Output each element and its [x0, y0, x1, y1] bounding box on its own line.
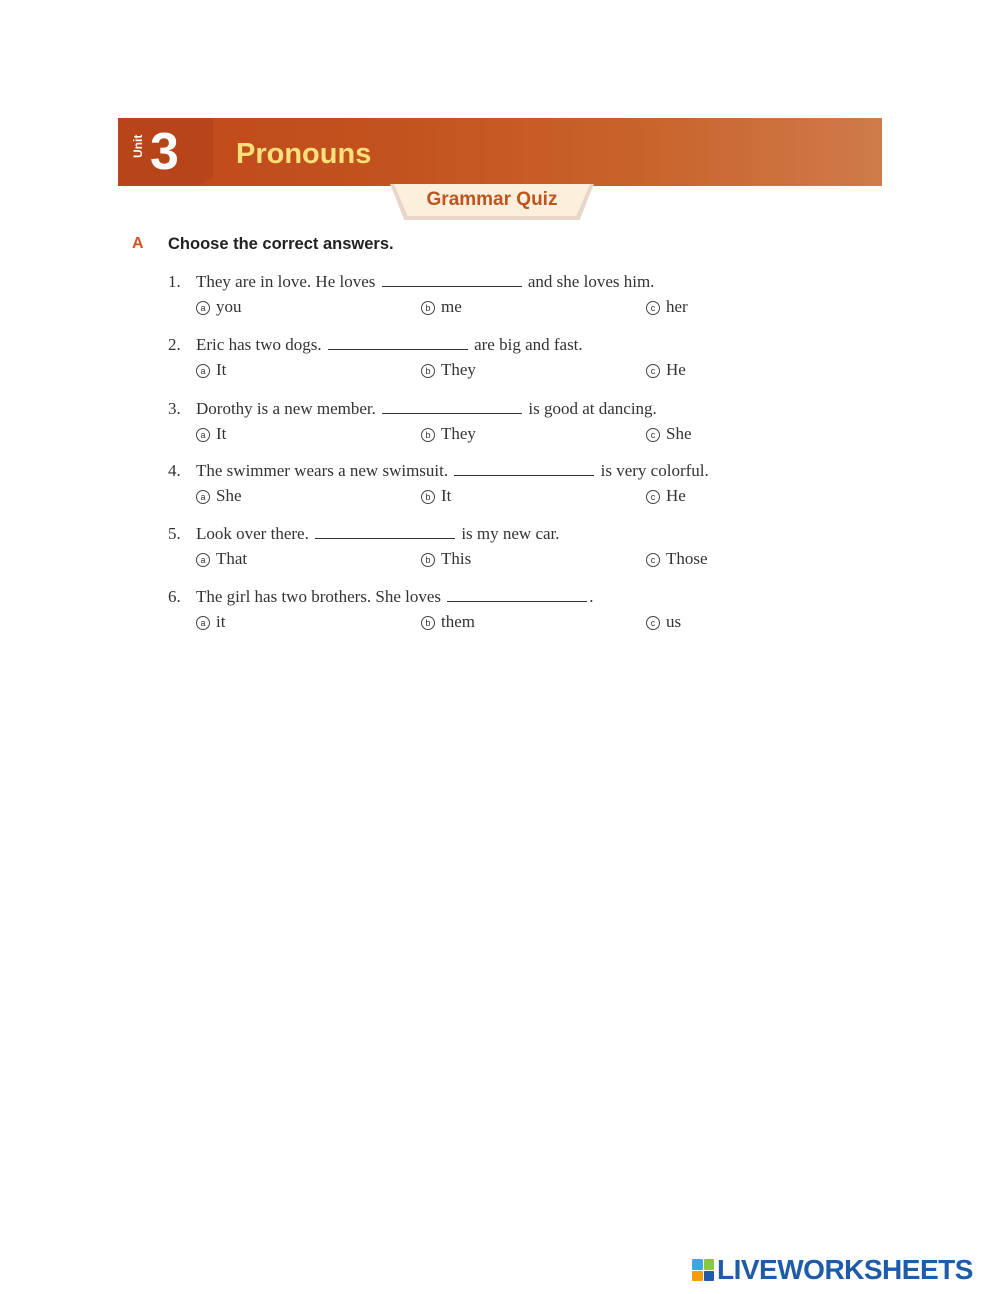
option-text: Those	[666, 549, 708, 568]
quiz-label: Grammar Quiz	[426, 189, 558, 210]
question-item	[168, 459, 808, 508]
option-letter-badge: c	[646, 364, 660, 378]
question-number: 1.	[168, 272, 181, 291]
answer-option[interactable]	[421, 358, 476, 382]
answer-blank[interactable]	[447, 585, 587, 602]
question-number: 5.	[168, 524, 181, 543]
answer-blank[interactable]	[382, 397, 522, 414]
answer-option[interactable]	[646, 422, 692, 446]
answer-option[interactable]	[421, 484, 451, 508]
option-row	[168, 358, 808, 382]
answer-option[interactable]	[196, 422, 226, 446]
question-number: 4.	[168, 461, 181, 480]
question-text-after: are big and fast.	[474, 335, 583, 354]
answer-option[interactable]	[196, 484, 242, 508]
answer-option[interactable]	[421, 422, 476, 446]
question-text-after: .	[589, 587, 594, 606]
answer-option[interactable]	[421, 295, 462, 319]
option-letter-badge: a	[196, 553, 210, 567]
question-item	[168, 522, 808, 571]
option-text: her	[666, 297, 688, 316]
question-item	[168, 397, 808, 446]
question-text-before: They are in love. He loves	[196, 272, 376, 291]
logo-square-icon	[704, 1271, 715, 1282]
option-letter-badge: c	[646, 490, 660, 504]
option-text: It	[216, 424, 227, 443]
question-number: 3.	[168, 399, 181, 418]
question-text	[168, 459, 808, 483]
question-text-after: is my new car.	[461, 524, 560, 543]
option-text: it	[216, 612, 226, 631]
unit-title: Pronouns	[236, 138, 372, 170]
question-text	[168, 397, 808, 421]
option-letter-badge: b	[421, 364, 435, 378]
answer-option[interactable]	[196, 295, 242, 319]
question-text	[168, 585, 808, 609]
option-text: She	[216, 486, 242, 505]
option-letter-badge: a	[196, 616, 210, 630]
unit-number: 3	[150, 123, 179, 181]
question-item	[168, 333, 808, 382]
answer-option[interactable]	[646, 358, 686, 382]
question-text-after: is very colorful.	[600, 461, 709, 480]
answer-blank[interactable]	[382, 270, 522, 287]
question-text	[168, 270, 808, 294]
option-text: They	[441, 424, 476, 443]
answer-option[interactable]	[196, 610, 225, 634]
option-letter-badge: a	[196, 364, 210, 378]
option-text: me	[441, 297, 462, 316]
logo-square-icon	[692, 1259, 703, 1270]
answer-option[interactable]	[646, 295, 688, 319]
option-text: This	[441, 549, 472, 568]
section-instruction: Choose the correct answers.	[168, 235, 394, 253]
answer-blank[interactable]	[454, 459, 594, 476]
option-letter-badge: b	[421, 301, 435, 315]
option-row	[168, 484, 808, 508]
option-letter-badge: a	[196, 301, 210, 315]
answer-option[interactable]	[646, 484, 686, 508]
logo-text: LIVEWORKSHEETS	[717, 1254, 973, 1285]
unit-label: Unit	[131, 134, 145, 158]
question-text-before: Dorothy is a new member.	[196, 399, 376, 418]
answer-blank[interactable]	[315, 522, 455, 539]
question-text	[168, 333, 808, 357]
option-letter-badge: a	[196, 490, 210, 504]
logo-square-icon	[692, 1271, 703, 1282]
option-text: They	[441, 360, 476, 379]
answer-option[interactable]	[421, 610, 475, 634]
option-text: He	[666, 486, 686, 505]
section-letter: A	[132, 235, 144, 252]
question-item	[168, 270, 808, 319]
option-text: It	[441, 486, 452, 505]
answer-option[interactable]	[421, 547, 471, 571]
question-number: 6.	[168, 587, 181, 606]
logo-grid-icon	[692, 1259, 714, 1281]
question-text-before: The girl has two brothers. She loves	[196, 587, 442, 606]
question-text-before: Look over there.	[196, 524, 309, 543]
option-row	[168, 422, 808, 446]
option-text: you	[216, 297, 242, 316]
logo-square-icon	[704, 1259, 715, 1270]
option-text: us	[666, 612, 682, 631]
option-text: He	[666, 360, 686, 379]
answer-blank[interactable]	[328, 333, 468, 350]
option-row	[168, 610, 808, 634]
option-letter-badge: b	[421, 553, 435, 567]
option-row	[168, 295, 808, 319]
liveworksheets-logo	[692, 1254, 973, 1286]
answer-option[interactable]	[646, 547, 708, 571]
unit-banner	[118, 118, 882, 186]
question-text-after: and she loves him.	[527, 272, 655, 291]
question-item	[168, 585, 808, 634]
option-text: That	[216, 549, 248, 568]
option-letter-badge: b	[421, 616, 435, 630]
answer-option[interactable]	[196, 358, 226, 382]
option-row	[168, 547, 808, 571]
option-letter-badge: c	[646, 616, 660, 630]
option-text: It	[216, 360, 227, 379]
option-letter-badge: c	[646, 301, 660, 315]
answer-option[interactable]	[196, 547, 247, 571]
option-letter-badge: c	[646, 428, 660, 442]
option-letter-badge: a	[196, 428, 210, 442]
option-text: She	[666, 424, 692, 443]
option-letter-badge: b	[421, 428, 435, 442]
question-text-after: is good at dancing.	[528, 399, 657, 418]
question-text-before: Eric has two dogs.	[196, 335, 322, 354]
question-text-before: The swimmer wears a new swimsuit.	[196, 461, 449, 480]
option-letter-badge: c	[646, 553, 660, 567]
question-number: 2.	[168, 335, 181, 354]
option-letter-badge: b	[421, 490, 435, 504]
answer-option[interactable]	[646, 610, 681, 634]
option-text: them	[441, 612, 475, 631]
question-text	[168, 522, 808, 546]
